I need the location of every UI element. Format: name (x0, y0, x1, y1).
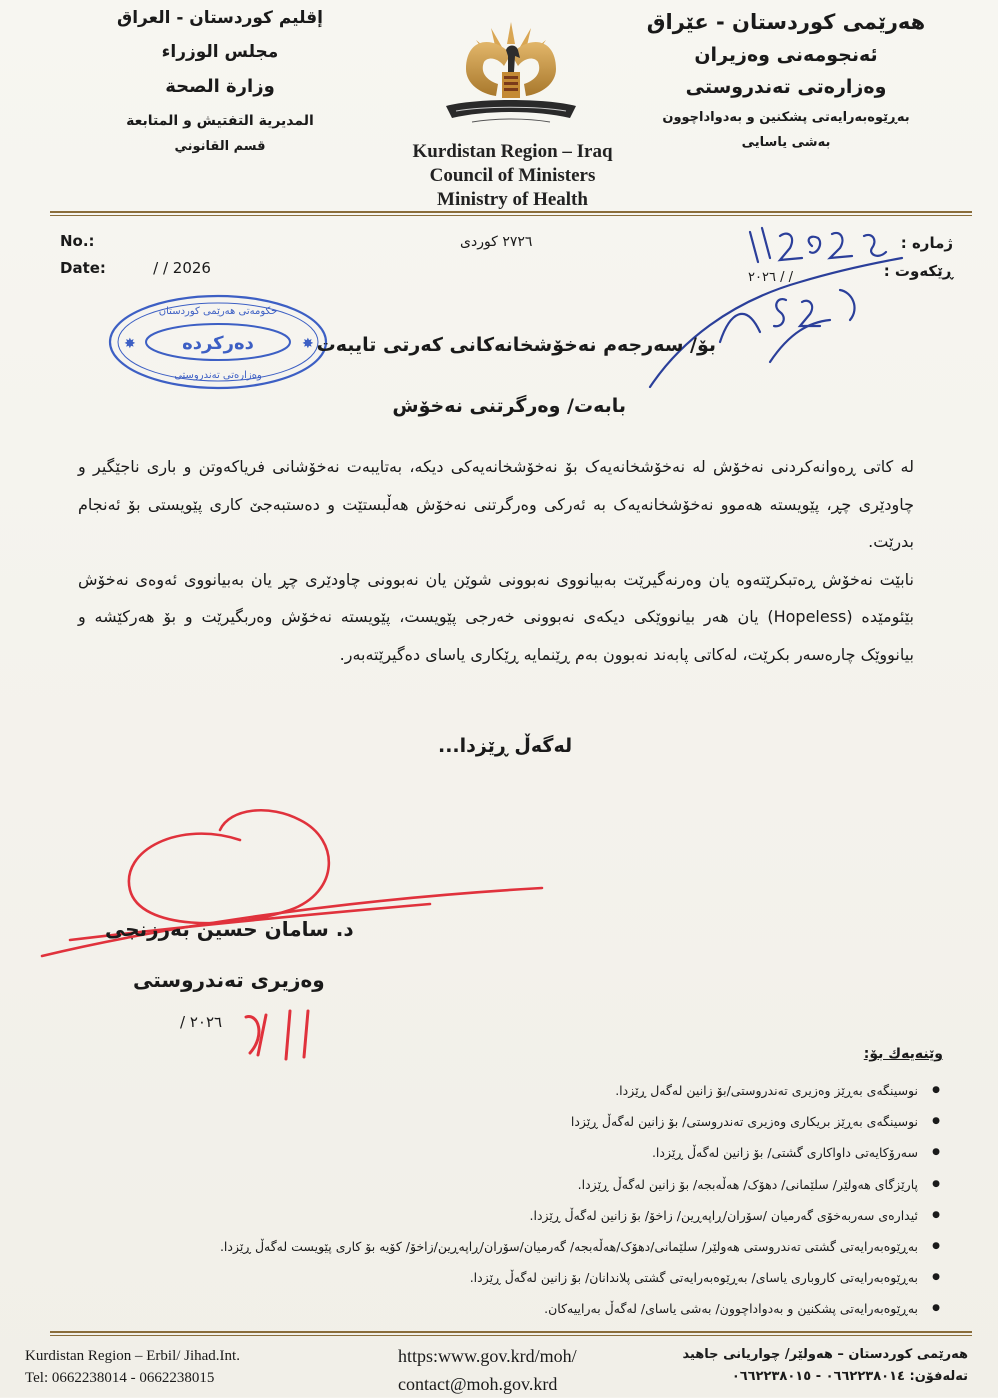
english-ministry: Ministry of Health (437, 189, 588, 210)
signatory-name: د. سامان حسین بەرزنجی (105, 917, 354, 941)
english-header (380, 140, 645, 212)
arabic-council: مجلس الوزراء (161, 42, 279, 62)
kurdish-number: ٢٧٢٦ کوردی (460, 234, 533, 250)
stamp-center-text: دەرکردە (182, 333, 254, 354)
date-label: Date: (60, 259, 106, 277)
handwritten-reference (640, 222, 910, 392)
meta-english (60, 232, 211, 286)
official-stamp (106, 292, 331, 392)
footer-address: Kurdistan Region – Erbil/ Jihad.Int. (25, 1348, 240, 1364)
kurdish-ministry: وەزارەتی تەندروستی (685, 76, 887, 98)
arabic-region: إقليم كوردستان - العراق (117, 8, 323, 28)
closing-regards: لەگەڵ ڕێزدا... (438, 735, 573, 757)
kurdish-header (636, 10, 936, 150)
handwritten-date: ٢١/١٨ (790, 372, 793, 373)
kurdish-region: هەرێمی کوردستان - عێراق (646, 10, 926, 34)
arabic-section: قسم القانوني (174, 139, 266, 154)
cc-item: ● نوسینگەی بەڕێز وەزیری تەندروستی/بۆ زانین لەگەل ڕێزدا. (18, 1075, 918, 1106)
handwritten-number: ١١٢٥٠٢ (790, 332, 794, 333)
cc-item: ● نوسینگەی بەڕێز بریکاری وەزیری تەندروستی/ بۆ زانین لەگەڵ ڕێزدا (18, 1106, 918, 1137)
footer-address-ku: هەرێمی کوردستان – هەولێر/ چواریانی جاهید (682, 1347, 968, 1362)
cc-item: ● بەڕێوەبەرایەتی کاروباری یاسای/ بەڕێوەبەرایەتی گشتی پلاندانان/ بۆ زانین لەگەڵ ڕێزدا. (18, 1262, 918, 1293)
stamp-bottom-text: وەزارەتی تەندروستی (174, 370, 262, 381)
cc-item: ● ئیدارەی سەربەخۆی گەرمیان /سۆران/ڕاپەڕین/ زاخۆ/ بۆ زانین لەگەڵ ڕێزدا. (18, 1200, 918, 1231)
footer-phone: Tel: 0662238014 - 0662238015 (25, 1370, 215, 1386)
cc-item: ● بەڕێوەبەرایەتی پشکنین و بەدواداچوون/ بەشی یاسای/ لەگەڵ بەراییەکان. (18, 1293, 918, 1324)
cc-list (18, 1075, 942, 1325)
footer-website-link[interactable]: https:www.gov.krd/moh/ (398, 1346, 577, 1366)
handwritten-signature (30, 780, 570, 980)
arabic-directorate: المديرية التفتيش و المتابعة (126, 113, 314, 129)
stamp-star-icon: ✸ (124, 336, 136, 352)
arabic-header (100, 8, 340, 154)
footer-divider (50, 1331, 972, 1333)
header-divider (50, 211, 972, 213)
footer-phone-ku: تەلەفۆن: ٠٦٦٢٢٣٨٠١٤ - ٠٦٦٢٢٣٨٠١٥ (731, 1369, 968, 1384)
body-paragraph-2: نابێت نەخۆش ڕەتبکرێتەوە یان وەرنەگیرێت بەبیانووی نەبوونی شوێن یان نەبوونی چاودێری چڕ یان بەبیانووی ئەوەی نەخۆش بێئومێدە (Hopeless) یان هەر بیانووێکی دیکەی نەبوونی خەرجی پێویست، پێویستە نەخۆش وەربگیرێت و بۆ هەرکێشە و بیانووێک چارەسەر بکرێت، لەکاتی پابەند نەبوون بەم ڕێنمایە ڕێکاری یاسای دەگیرێتەبەر. (78, 569, 914, 664)
subject-line: بابەت/ وەرگرتنی نەخۆش (392, 395, 626, 417)
english-council: Council of Ministers (429, 165, 596, 186)
date-label-ku: ڕێکەوت : (883, 262, 953, 280)
cc-item: ● بەڕێوەبەرایەتی گشتی تەندروستی هەولێر/ سلێمانی/دهۆک/هەڵەبجە/ گەرمیان/سۆران/ڕاپەڕین/زاخۆ/ کۆیە بۆ کاری پێویست لەگەڵ ڕێزدا. (18, 1231, 918, 1262)
kurdish-directorate: بەڕێوەبەرایەتی پشکنین و بەدواداچوون (662, 110, 910, 125)
english-region: Kurdistan Region – Iraq (412, 141, 613, 162)
footer-email-link[interactable]: contact@moh.gov.krd (398, 1374, 558, 1394)
body-paragraph-1: لە کاتی ڕەوانەکردنی نەخۆش لە نەخۆشخانەیەک بۆ نەخۆشخانەیەکی دیکە، بەتایبەت نەخۆشانی فریاکەوتن و باری ناجێگیر و چاودێری چڕ، پێویستە هەموو نەخۆشخانەیەک بە ئەرکی وەرگرتنی نەخۆش هەڵبستێت و دەستبەجێ کاری پێویستی بۆ ئەنجام بدرێت. (78, 457, 914, 551)
kurdistan-emblem-icon (436, 14, 586, 134)
arabic-ministry: وزارة الصحة (165, 76, 275, 97)
footer-divider-thin (50, 1335, 972, 1336)
stamp-star-icon: ✸ (302, 336, 314, 352)
signatory-date (180, 1013, 222, 1031)
kurdish-council: ئەنجومەنی وەزیران (694, 44, 878, 66)
signatory-title: وەزیری تەندروستی (133, 968, 325, 992)
recipient-line: بۆ/ سەرجەم نەخۆشخانەکانی کەرتی تایبەت (316, 334, 716, 356)
footer-kurdish (682, 1344, 968, 1388)
footer-english (25, 1345, 240, 1389)
number-label-ku: ژمارە : (900, 234, 953, 252)
header-divider-thin (50, 215, 972, 216)
no-label: No.: (60, 232, 95, 250)
kurdish-section: بەشی یاسایی (741, 135, 831, 150)
letter-body (78, 448, 914, 673)
stamp-top-text: حکومەتی هەرێمی کوردستان (158, 306, 278, 317)
handwritten-signature-date (236, 1005, 326, 1065)
cc-item: ● سەرۆکایەتی داواکاری گشتی/ بۆ زانین لەگەڵ ڕێزدا. (18, 1137, 918, 1168)
cc-item: ● پارێزگای هەولێر/ سلێمانی/ دهۆک/ هەڵەبجە/ بۆ زانین لەگەڵ ڕێزدا. (18, 1169, 918, 1200)
date-value: / / 2026 (153, 259, 211, 277)
cc-title: وێنەیەك بۆ: (863, 1046, 943, 1062)
signatory-date-printed: ٢٠٢٦ / (180, 1013, 223, 1031)
footer-web (398, 1342, 577, 1398)
date-value-ku: / / ٢٠٢٦ (748, 270, 793, 285)
